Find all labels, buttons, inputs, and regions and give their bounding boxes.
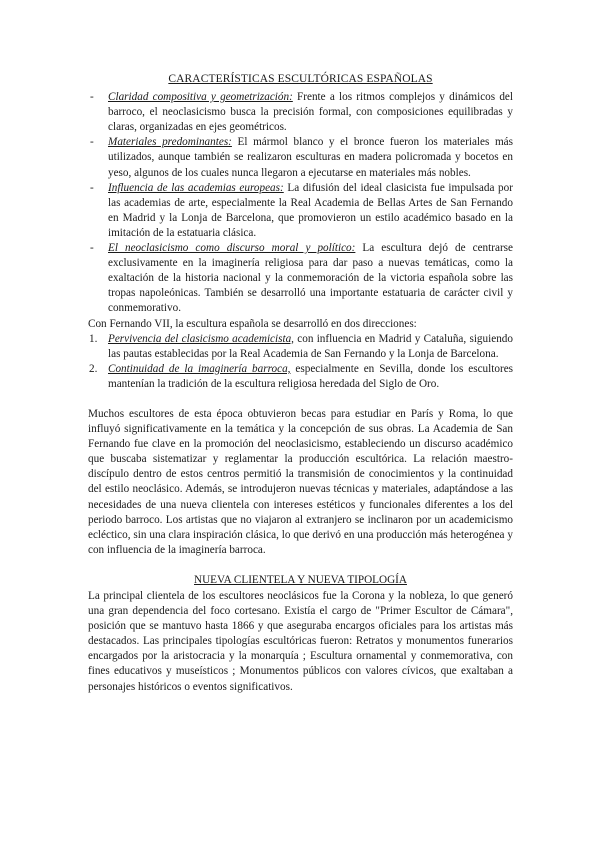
item-text: Frente a los ritmos complejos y dinámicos del barroco, el neoclasicismo busca la precisión formal, con composiciones equilibradas y claras, organizadas en ejes geométricos. <box>108 91 513 134</box>
list-item <box>108 241 513 316</box>
item-text: especialmente en Sevilla, donde los escultores mantenían la tradición de la escultura religiosa heredada del Siglo de Oro. <box>108 362 514 390</box>
list-item <box>108 135 513 180</box>
features-list <box>88 90 513 316</box>
directions-list <box>88 332 513 392</box>
section-title: NUEVA CLIENTELA Y NUEVA TIPOLOGÍA <box>194 573 407 586</box>
paragraph-schools: Muchos escultores de esta época obtuvieron becas para estudiar en París y Roma, lo que influyó significativamente en la temática y la concepción de sus obras. La Academia de San Fernando fue clave en la promoción del neoclasicismo, estableciendo un discurso académico que buscaba sistematizar y reglamentar la producción escultórica. La relación maestro-discípulo dentro de estos centros permitió la transmisión de conocimientos y la continuidad del estilo neoclásico. Además, se introdujeron nuevas técnicas y materiales, adaptándose a las necesidades de una nueva clientela con intereses estéticos y funcionales diferentes a los del periodo barroco. Los artistas que no viajaron al extranjero se inclinaron por un academicismo ecléctico, sin una clara inspiración clásica, lo que derivó en una producción más heterogénea y con influencia de la imaginería barroca. <box>88 407 513 556</box>
item-lead: Continuidad de la imaginería barroca, <box>108 362 291 375</box>
item-text: La difusión del ideal clasicista fue impulsada por las academias de arte, especialmente la Real Academia de Bellas Artes de San Fernando en Madrid y la Lonja de Barcelona, que promovieron un estilo académico basado en la imitación de la estatuaria clásica. <box>108 181 513 239</box>
item-text: con influencia en Madrid y Cataluña, siguiendo las pautas establecidas por la Real Academia de San Fernando y la Lonja de Barcelona. <box>108 332 513 360</box>
paragraph-clientela: La principal clientela de los escultores neoclásicos fue la Corona y la nobleza, lo que generó una gran dependencia del foco cortesano. Existía el cargo de "Primer Escultor de Cámara", posición que se mantuvo hasta 1866 y que aseguraba encargos oficiales para los artistas más destacados. Las principales tipologías escultóricas fueron: Retratos y monumentos funerarios encargados por la aristocracia y la monarquía ; Escultura ornamental y conmemorativa, con fines educativos y museísticos ; Monumentos públicos con valores cívicos, que exaltaban a personajes históricos o eventos significativos. <box>88 590 513 693</box>
fernando-intro: Con Fernando VII, la escultura española se desarrolló en dos direcciones: <box>88 317 417 330</box>
item-lead: El neoclasicismo como discurso moral y político: <box>108 242 356 255</box>
item-lead: Influencia de las academias europeas: <box>108 181 284 194</box>
document-page <box>88 72 513 695</box>
list-item <box>108 332 513 362</box>
item-text: El mármol blanco y el bronce fueron los materiales más utilizados, aunque también se realizaron esculturas en madera policromada y bocetos en yeso, algunos de los cuales nunca llegaron a ejecutarse en materiales más nobles. <box>108 136 513 179</box>
list-item <box>108 362 513 392</box>
item-lead: Pervivencia del clasicismo academicista, <box>108 332 294 345</box>
spacer <box>88 392 513 407</box>
item-text: La escultura dejó de centrarse exclusivamente en la imaginería religiosa para dar paso a nuevas temáticas, como la exaltación de la historia nacional y la conmemoración de la victoria española sobre las tropas napoleónicas. También se desarrolló una importante estatuaria de carácter civil y conmemorativo. <box>108 242 513 315</box>
item-lead: Claridad compositiva y geometrización: <box>108 91 293 104</box>
list-item <box>108 90 513 135</box>
list-item <box>108 181 513 241</box>
spacer <box>88 558 513 573</box>
page-title: CARACTERÍSTICAS ESCULTÓRICAS ESPAÑOLAS <box>168 73 433 85</box>
item-lead: Materiales predominantes: <box>108 136 232 149</box>
